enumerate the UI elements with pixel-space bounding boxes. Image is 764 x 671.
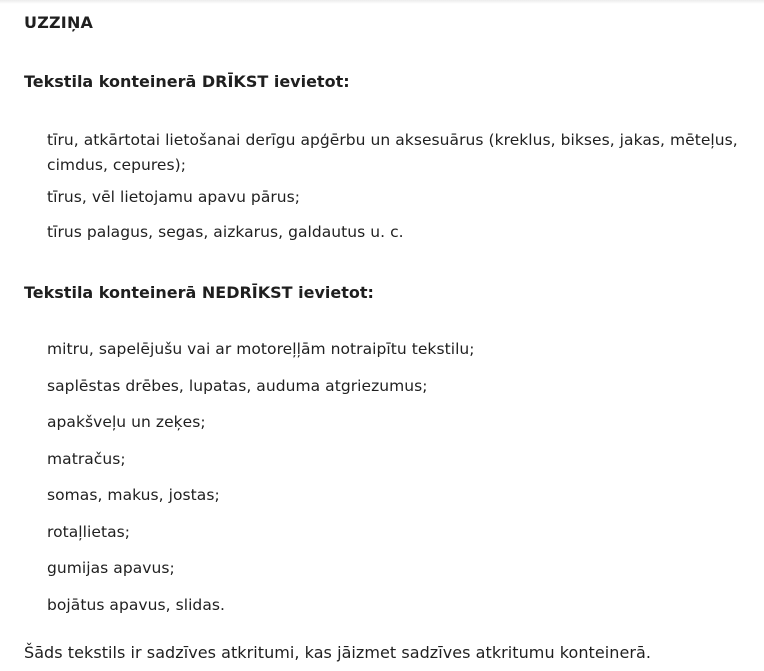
notice-title: UZZIŅA [24, 13, 94, 32]
list-item: gumijas apavus; [47, 559, 175, 577]
forbidden-heading: Tekstila konteinerā NEDRĪKST ievietot: [24, 283, 374, 302]
top-shadow [0, 0, 764, 4]
list-item: rotaļlietas; [47, 522, 131, 541]
list-item: mitru, sapelējušu vai ar motoreļļām notraipītu tekstilu; [47, 340, 475, 358]
allowed-heading: Tekstila konteinerā DRĪKST ievietot: [24, 72, 350, 91]
list-item: apakšveļu un zeķes; [47, 413, 206, 431]
list-item: tīru, atkārtotai lietošanai derīgu apģērbu un aksesuārus (kreklus, bikses, jakas, mēteļus, cimdus, cepures); [47, 131, 738, 174]
list-item: bojātus apavus, slidas. [47, 595, 225, 614]
allowed-list [47, 128, 759, 255]
list-item: matračus; [47, 449, 126, 468]
forbidden-list [47, 337, 759, 629]
footer-note: Šāds tekstils ir sadzīves atkritumi, kas jāizmet sadzīves atkritumu konteinerā. [24, 643, 651, 662]
list-item: saplēstas drēbes, lupatas, auduma atgriezumus; [47, 376, 428, 395]
list-item: somas, makus, jostas; [47, 486, 220, 504]
list-item: tīrus palagus, segas, aizkarus, galdautus u. c. [47, 223, 404, 241]
list-item: tīrus, vēl lietojamu apavu pārus; [47, 188, 301, 206]
